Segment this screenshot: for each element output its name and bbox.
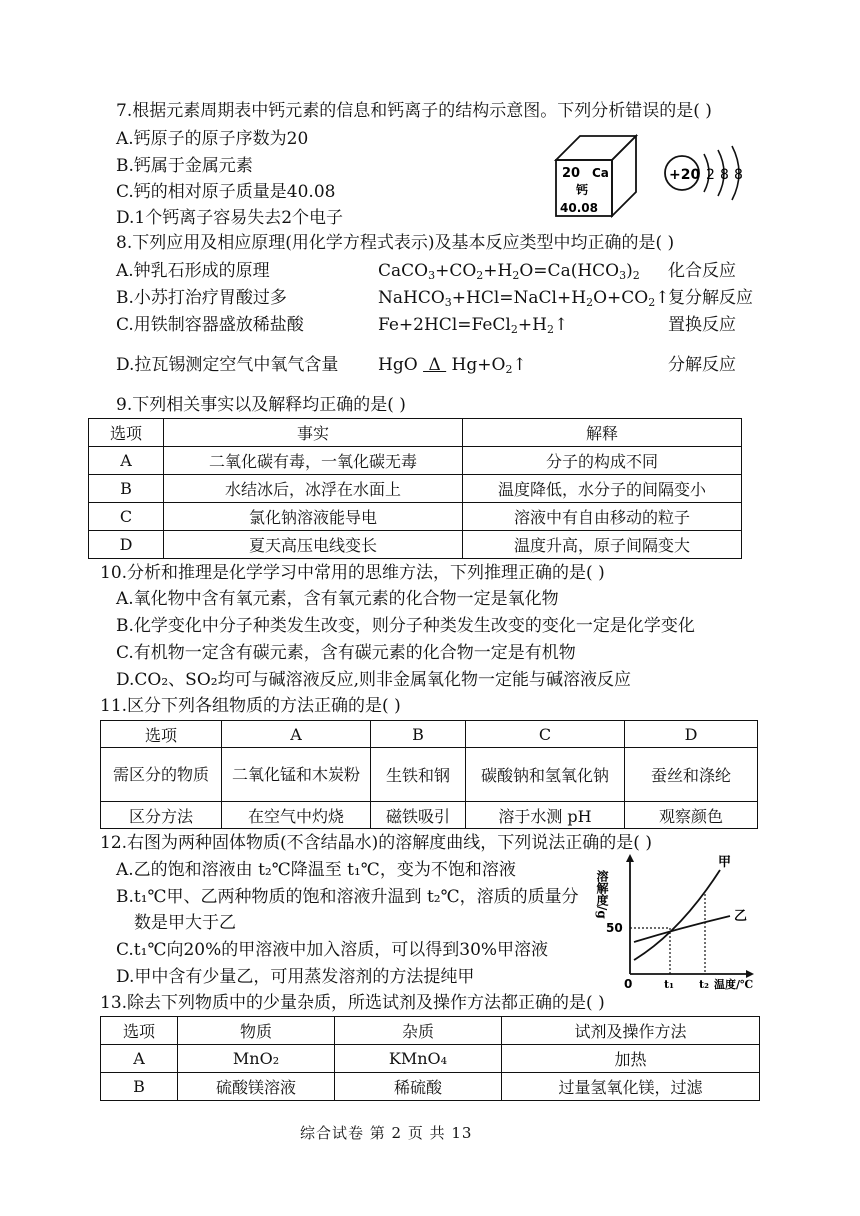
q11-cell: 磁铁吸引 bbox=[371, 802, 466, 829]
q13-header: 试剂及操作方法 bbox=[502, 1017, 760, 1045]
q12-option-c: C.t₁℃向20%的甲溶液中加入溶质，可以得到30%甲溶液 bbox=[116, 940, 549, 960]
q9-cell: 二氧化碳有毒，一氧化碳无毒 bbox=[164, 447, 463, 475]
cell-mass: 40.08 bbox=[560, 201, 598, 215]
q13-header: 杂质 bbox=[335, 1017, 502, 1045]
q9-table bbox=[88, 418, 742, 559]
graph-origin: 0 bbox=[624, 977, 633, 991]
q11-cell: 二氧化锰和木炭粉 bbox=[222, 748, 371, 802]
graph-xlabel: 温度/℃ bbox=[714, 978, 754, 991]
q11-header: B bbox=[371, 721, 466, 748]
q8-eq-b: $NaHCO_3+HCl=NaCl+H_2O+CO_2↑$ bbox=[378, 288, 670, 309]
q9-cell: D bbox=[89, 531, 164, 559]
q10-option-b: B.化学变化中分子种类发生改变，则分子种类发生改变的变化一定是化学变化 bbox=[116, 616, 695, 636]
q10-stem: 10.分析和推理是化学学习中常用的思维方法，下列推理正确的是( ) bbox=[100, 563, 605, 583]
q11-cell: 区分方法 bbox=[101, 802, 222, 829]
q10-option-d: D.CO₂、SO₂均可与碱溶液反应,则非金属氧化物一定能与碱溶液反应 bbox=[116, 670, 631, 690]
q9-cell: 温度升高，原子间隔变大 bbox=[463, 531, 742, 559]
q11-header: C bbox=[466, 721, 625, 748]
q13-cell: A bbox=[101, 1045, 178, 1073]
q8-app-a: A.钟乳石形成的原理 bbox=[116, 261, 270, 281]
q12-option-d: D.甲中含有少量乙，可用蒸发溶剂的方法提纯甲 bbox=[116, 967, 475, 987]
q9-cell: 氯化钠溶液能导电 bbox=[164, 503, 463, 531]
graph-xt2: t₂ bbox=[699, 978, 709, 991]
q9-cell: 溶液中有自由移动的粒子 bbox=[463, 503, 742, 531]
q8-app-b: B.小苏打治疗胃酸过多 bbox=[116, 288, 287, 308]
element-cell-diagram bbox=[550, 130, 640, 220]
q7-stem: 7.根据元素周期表中钙元素的信息和钙离子的结构示意图。下列分析错误的是( ) bbox=[116, 101, 712, 121]
cell-number: 20 bbox=[562, 166, 581, 181]
q13-table bbox=[100, 1016, 760, 1101]
q9-header-option: 选项 bbox=[89, 419, 164, 447]
q8-type-c: 置换反应 bbox=[668, 315, 736, 335]
q11-header: A bbox=[222, 721, 371, 748]
ion-shell-3: 8 bbox=[734, 167, 743, 183]
ion-nucleus: +20 bbox=[669, 167, 701, 183]
q12-option-b: B.t₁℃甲、乙两种物质的饱和溶液升温到 t₂℃，溶质的质量分 bbox=[116, 887, 579, 907]
ion-structure-diagram bbox=[660, 142, 750, 204]
q11-header: D bbox=[625, 721, 758, 748]
q10-option-a: A.氧化物中含有氧元素，含有氧元素的化合物一定是氧化物 bbox=[116, 589, 559, 609]
q9-cell: 温度降低，水分子的间隔变小 bbox=[463, 475, 742, 503]
q9-cell: B bbox=[89, 475, 164, 503]
q10-option-c: C.有机物一定含有碳元素，含有碳元素的化合物一定是有机物 bbox=[116, 643, 576, 663]
q7-option-b: B.钙属于金属元素 bbox=[116, 156, 253, 176]
q8-eq-d: HgO Δ $Hg+O_2↑$ bbox=[378, 355, 527, 376]
ion-shell-2: 8 bbox=[720, 167, 729, 183]
q13-cell: 硫酸镁溶液 bbox=[178, 1073, 335, 1101]
q9-header-fact: 事实 bbox=[164, 419, 463, 447]
q8-app-d: D.拉瓦锡测定空气中氧气含量 bbox=[116, 355, 339, 375]
q8-type-b: 复分解反应 bbox=[668, 288, 753, 308]
q12-option-b-cont: 数是甲大于乙 bbox=[134, 913, 236, 933]
curve-jia bbox=[634, 870, 720, 960]
graph-curve-a: 甲 bbox=[718, 855, 732, 870]
page-footer: 综合试卷 第 2 页 共 13 bbox=[300, 1124, 473, 1142]
q13-stem: 13.除去下列物质中的少量杂质，所选试剂及操作方法都正确的是( ) bbox=[100, 993, 605, 1013]
q11-cell: 蚕丝和涤纶 bbox=[625, 748, 758, 802]
q11-cell: 溶于水测 pH bbox=[466, 802, 625, 829]
q9-cell: 分子的构成不同 bbox=[463, 447, 742, 475]
q13-cell: 加热 bbox=[502, 1045, 760, 1073]
q8-eq-c: $Fe+2HCl=FeCl_2+H_2↑$ bbox=[378, 315, 569, 336]
q9-stem: 9.下列相关事实以及解释均正确的是( ) bbox=[116, 395, 406, 415]
graph-xt1: t₁ bbox=[664, 978, 674, 991]
solubility-graph bbox=[595, 852, 760, 994]
q13-cell: 稀硫酸 bbox=[335, 1073, 502, 1101]
q11-table bbox=[100, 720, 758, 829]
q13-cell: MnO₂ bbox=[178, 1045, 335, 1073]
q9-cell: 水结冰后，冰浮在水面上 bbox=[164, 475, 463, 503]
q11-cell: 需区分的物质 bbox=[101, 748, 222, 802]
q8-type-a: 化合反应 bbox=[668, 261, 736, 281]
graph-ylabel: 溶解度/g bbox=[595, 870, 609, 919]
q13-cell: B bbox=[101, 1073, 178, 1101]
q11-cell: 碳酸钠和氢氧化钠 bbox=[466, 748, 625, 802]
q8-eq-a: $CaCO_3+CO_2+H_2O=Ca(HCO_3)_2$ bbox=[378, 261, 640, 282]
q8-app-c: C.用铁制容器盛放稀盐酸 bbox=[116, 315, 304, 335]
q8-type-d: 分解反应 bbox=[668, 355, 736, 375]
q13-header: 选项 bbox=[101, 1017, 178, 1045]
q9-cell: A bbox=[89, 447, 164, 475]
q7-option-c: C.钙的相对原子质量是40.08 bbox=[116, 182, 336, 202]
cell-name: 钙 bbox=[576, 183, 589, 197]
q12-option-a: A.乙的饱和溶液由 t₂℃降温至 t₁℃，变为不饱和溶液 bbox=[116, 860, 516, 880]
q9-cell: 夏天高压电线变长 bbox=[164, 531, 463, 559]
q11-cell: 生铁和钢 bbox=[371, 748, 466, 802]
q9-header-explain: 解释 bbox=[463, 419, 742, 447]
graph-curve-b: 乙 bbox=[734, 909, 748, 924]
q12-stem: 12.右图为两种固体物质(不含结晶水)的溶解度曲线，下列说法正确的是( ) bbox=[100, 833, 652, 853]
q8-stem: 8.下列应用及相应原理(用化学方程式表示)及基本反应类型中均正确的是( ) bbox=[116, 233, 675, 253]
q11-stem: 11.区分下列各组物质的方法正确的是( ) bbox=[100, 696, 401, 716]
q13-header: 物质 bbox=[178, 1017, 335, 1045]
q11-cell: 在空气中灼烧 bbox=[222, 802, 371, 829]
graph-ytick-50: 50 bbox=[606, 921, 623, 935]
ion-shell-1: 2 bbox=[706, 167, 715, 183]
q13-cell: KMnO₄ bbox=[335, 1045, 502, 1073]
q11-cell: 观察颜色 bbox=[625, 802, 758, 829]
q7-option-d: D.1个钙离子容易失去2个电子 bbox=[116, 208, 344, 228]
q13-cell: 过量氢氧化镁，过滤 bbox=[502, 1073, 760, 1101]
q11-header: 选项 bbox=[101, 721, 222, 748]
q9-cell: C bbox=[89, 503, 164, 531]
q7-option-a: A.钙原子的原子序数为20 bbox=[116, 129, 309, 149]
cell-symbol: Ca bbox=[592, 166, 609, 180]
